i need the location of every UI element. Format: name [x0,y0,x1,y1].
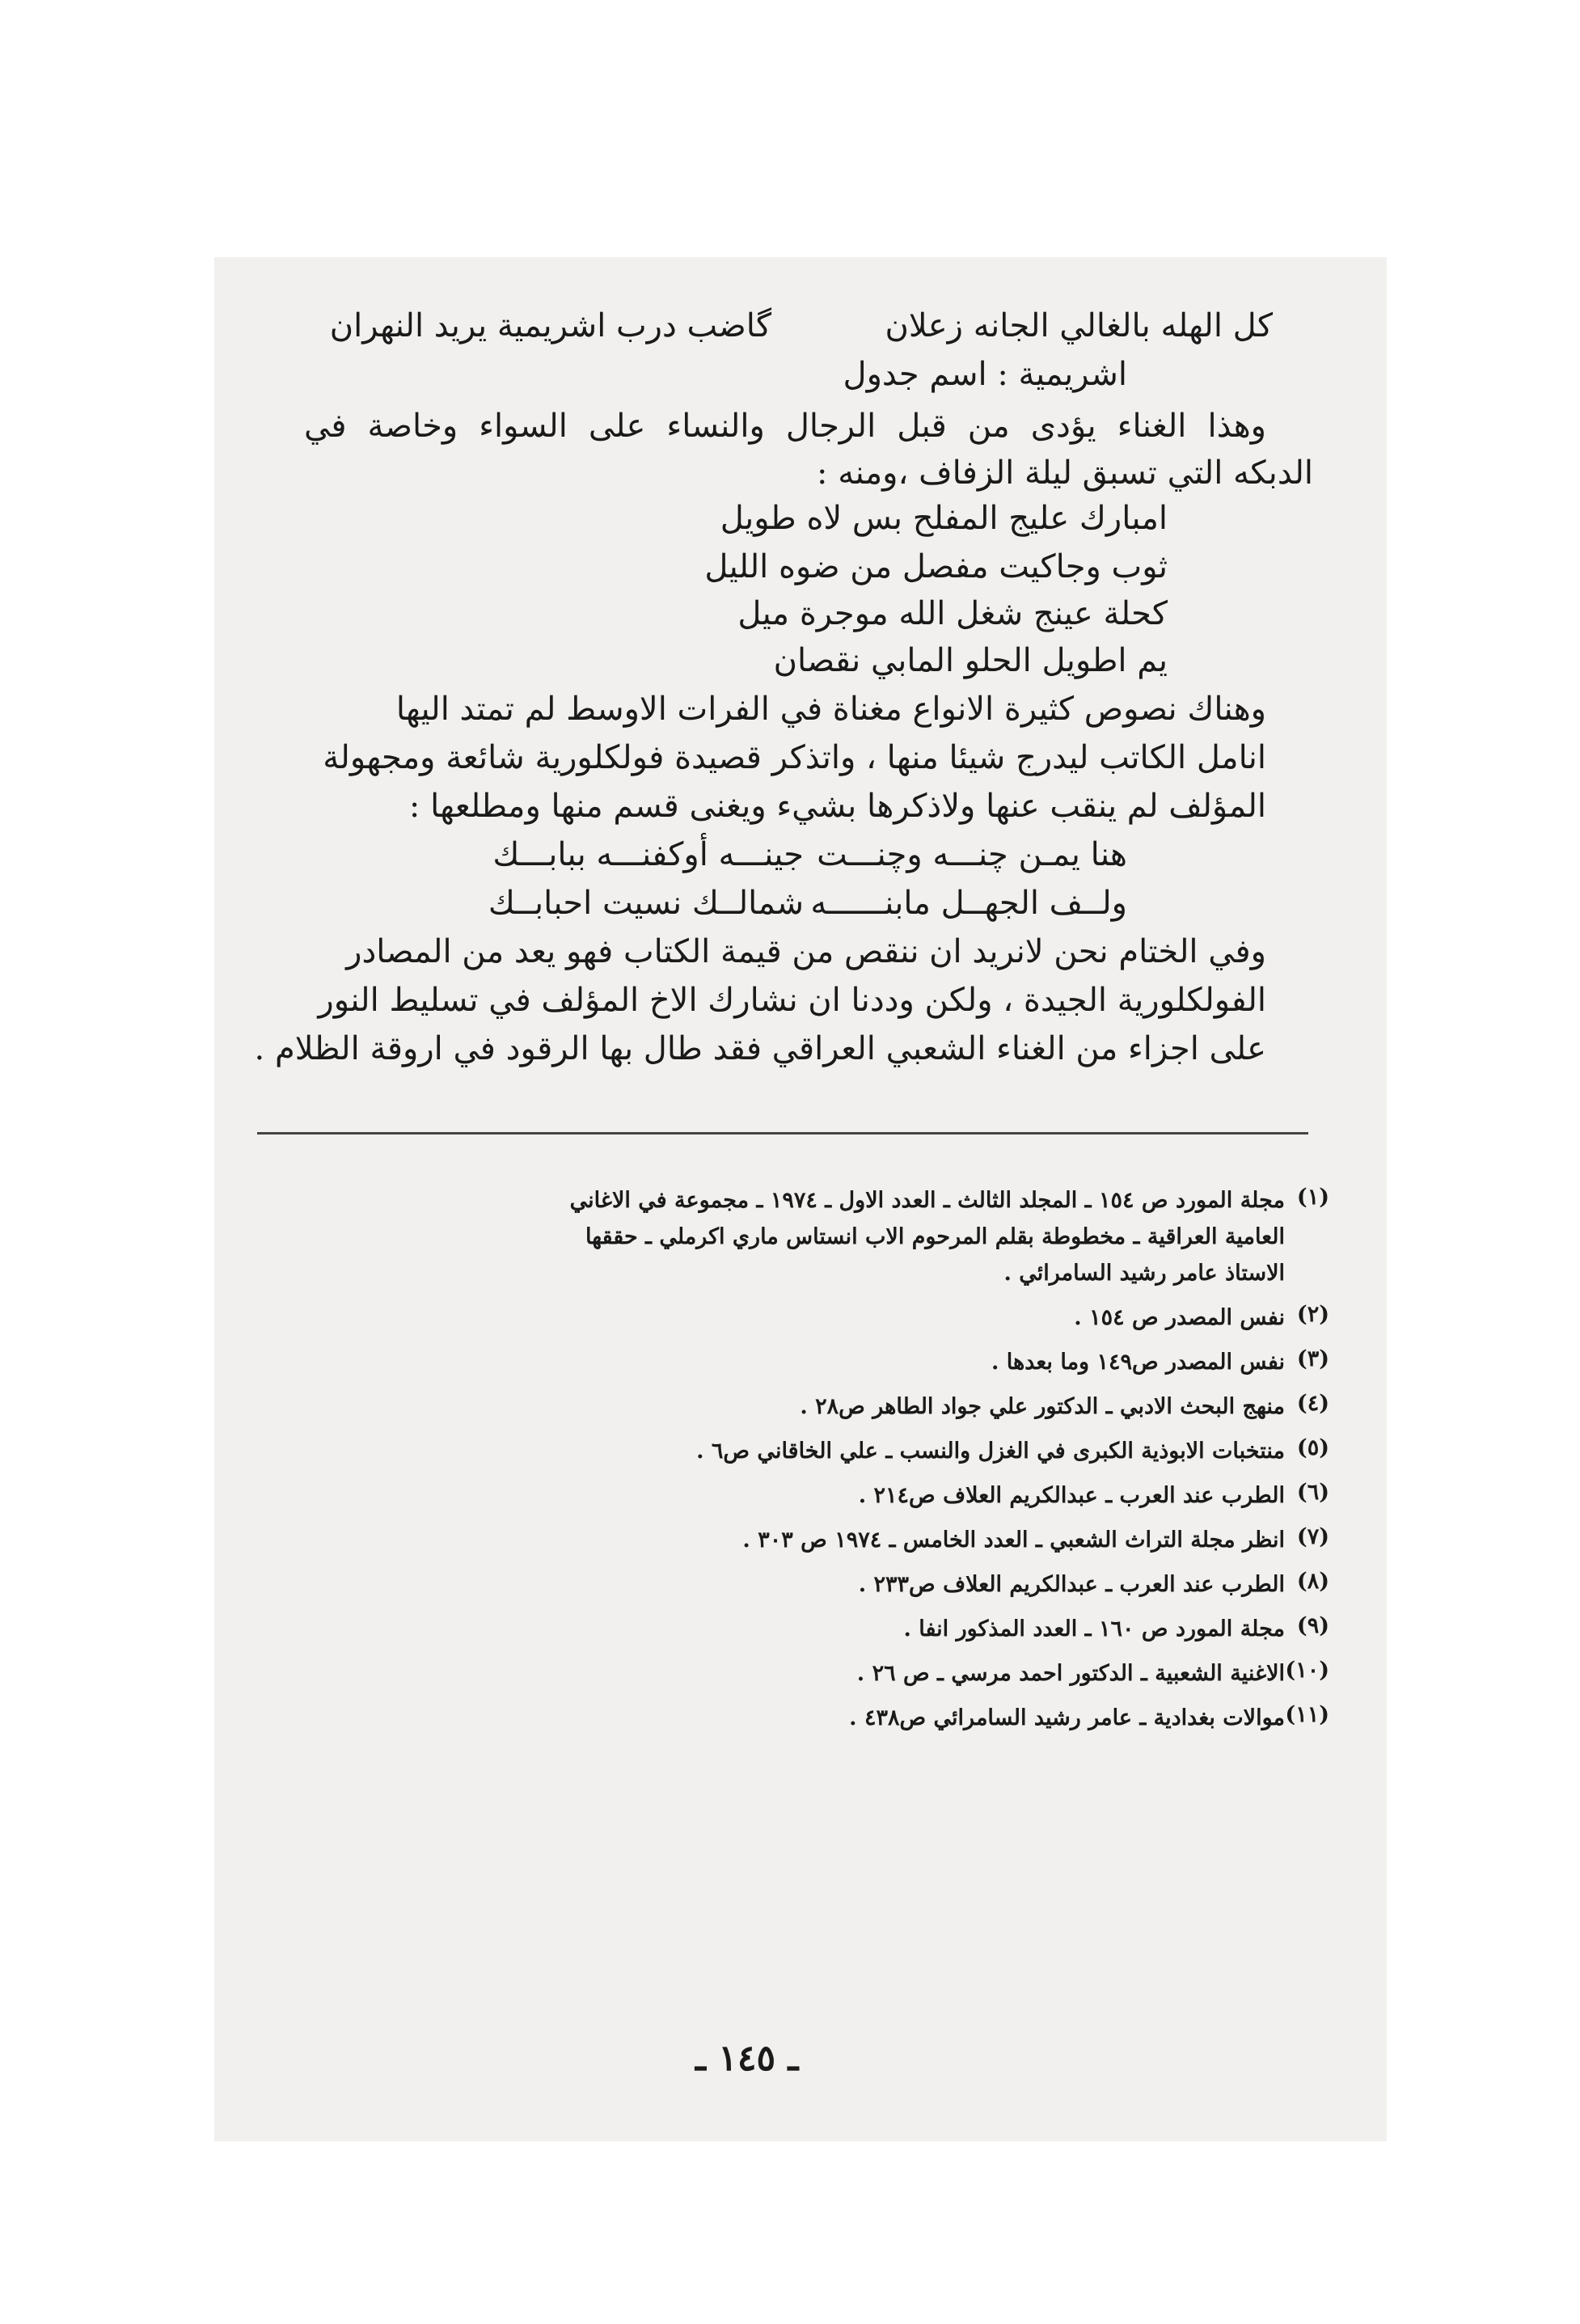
footnote-number: (٤) [1296,1391,1329,1416]
footnote-number: (٦) [1296,1480,1329,1505]
footnote-text: منهج البحث الادبي ـ الدكتور علي جواد الطاهر ص٢٨ . [800,1394,1285,1419]
footnote-divider [257,1132,1308,1135]
paragraph-2-line-1: وهناك نصوص كثيرة الانواع مغناة في الفرات الاوسط لم تمتد اليها [395,691,1266,728]
footnote-number: (٢) [1296,1302,1329,1327]
hemistich-2a: ولــف الجهــل مابنــــــه [810,885,1127,922]
footnote-text: الاستاذ عامر رشيد السامرائي . [1003,1261,1285,1286]
verse-line-1a: كل الهله بالغالي الجانه زعلان [885,307,1273,344]
footnote-text: الاغنية الشعبية ـ الدكتور احمد مرسي ـ ص ٢٦ . [856,1661,1285,1686]
footnote-text: العامية العراقية ـ مخطوطة بقلم المرحوم الاب انستاس ماري اكرملي ـ حققها [585,1224,1285,1249]
footnote-text: نفس المصدر ص١٤٩ وما بعدها . [991,1350,1285,1375]
paragraph-3-line-3: على اجزاء من الغناء الشعبي العراقي فقد طال بها الرقود في اروقة الظلام . [254,1030,1266,1067]
footnote-number: (٩) [1296,1613,1329,1638]
page-number: ـ ١٤٥ ـ [695,2038,799,2079]
poem-line-3: كحلة عينج شغل الله موجرة ميل [737,595,1168,632]
footnote-number: (٨) [1296,1569,1329,1594]
footnote-text: مجلة المورد ص ١٦٠ ـ العدد المذكور انفا . [903,1616,1285,1642]
paragraph-3-line-2: الفولكلورية الجيدة ، ولكن وددنا ان نشارك الاخ المؤلف في تسليط النور [318,982,1266,1019]
footnote-number: (١٠) [1285,1658,1329,1683]
footnote-text: مجلة المورد ص ١٥٤ ـ المجلد الثالث ـ العدد الاول ـ ١٩٧٤ ـ مجموعة في الاغاني [569,1188,1285,1213]
footnote-text: الطرب عند العرب ـ عبدالكريم العلاف ص٢١٤ . [858,1483,1285,1508]
footnote-text: الطرب عند العرب ـ عبدالكريم العلاف ص٢٣٣ . [858,1572,1285,1597]
paragraph-2-line-2: انامل الكاتب ليدرج شيئا منها ، واتذكر قصيدة فولكلورية شائعة ومجهولة [323,739,1266,776]
poem-line-4: يم اطويل الحلو المابي نقصان [773,642,1168,679]
paragraph-1-line-2: الدبكه التي تسبق ليلة الزفاف ،ومنه : [817,454,1313,492]
footnote-text: موالات بغدادية ـ عامر رشيد السامرائي ص٤٣٨ . [849,1705,1285,1730]
poem-line-1: امبارك عليج المفلح بس لاه طويل [720,500,1168,537]
footnote-text: نفس المصدر ص ١٥٤ . [1074,1305,1285,1330]
footnote-number: (٧) [1296,1524,1329,1549]
hemistich-1b: جينـــه أوكفنـــه ببابـــك [492,836,804,873]
footnote-text: منتخبات الابوذية الكبرى في الغزل والنسب ـ علي الخاقاني ص٦ . [696,1439,1285,1464]
paragraph-3-line-1: وفي الختام نحن لانريد ان ننقص من قيمة الكتاب فهو يعد من المصادر [346,933,1266,970]
hemistich-1a: هنا يمـن چنـــه وچنـــت [817,836,1127,873]
footnote-number: (١١) [1285,1702,1329,1727]
footnote-number: (١) [1296,1185,1329,1210]
poem-line-2: ثوب وجاكيت مفصل من ضوه الليل [704,548,1168,585]
paragraph-1-line-1: وهذا الغناء يؤدى من قبل الرجال والنساء على السواء وخاصة في [304,408,1266,445]
footnote-number: (٣) [1296,1346,1329,1371]
paragraph-2-line-3: المؤلف لم ينقب عنها ولاذكرها بشيء ويغنى قسم منها ومطلعها : [408,788,1266,825]
gloss-line: اشريمية : اسم جدول [843,356,1127,393]
footnote-text: انظر مجلة التراث الشعبي ـ العدد الخامس ـ ١٩٧٤ ص ٣٠٣ . [742,1528,1285,1553]
verse-line-1b: گاضب درب اشريمية يريد النهران [329,307,771,344]
footnote-number: (٥) [1296,1435,1329,1460]
hemistich-2b: شمالــك نسيت احبابــك [488,885,804,922]
